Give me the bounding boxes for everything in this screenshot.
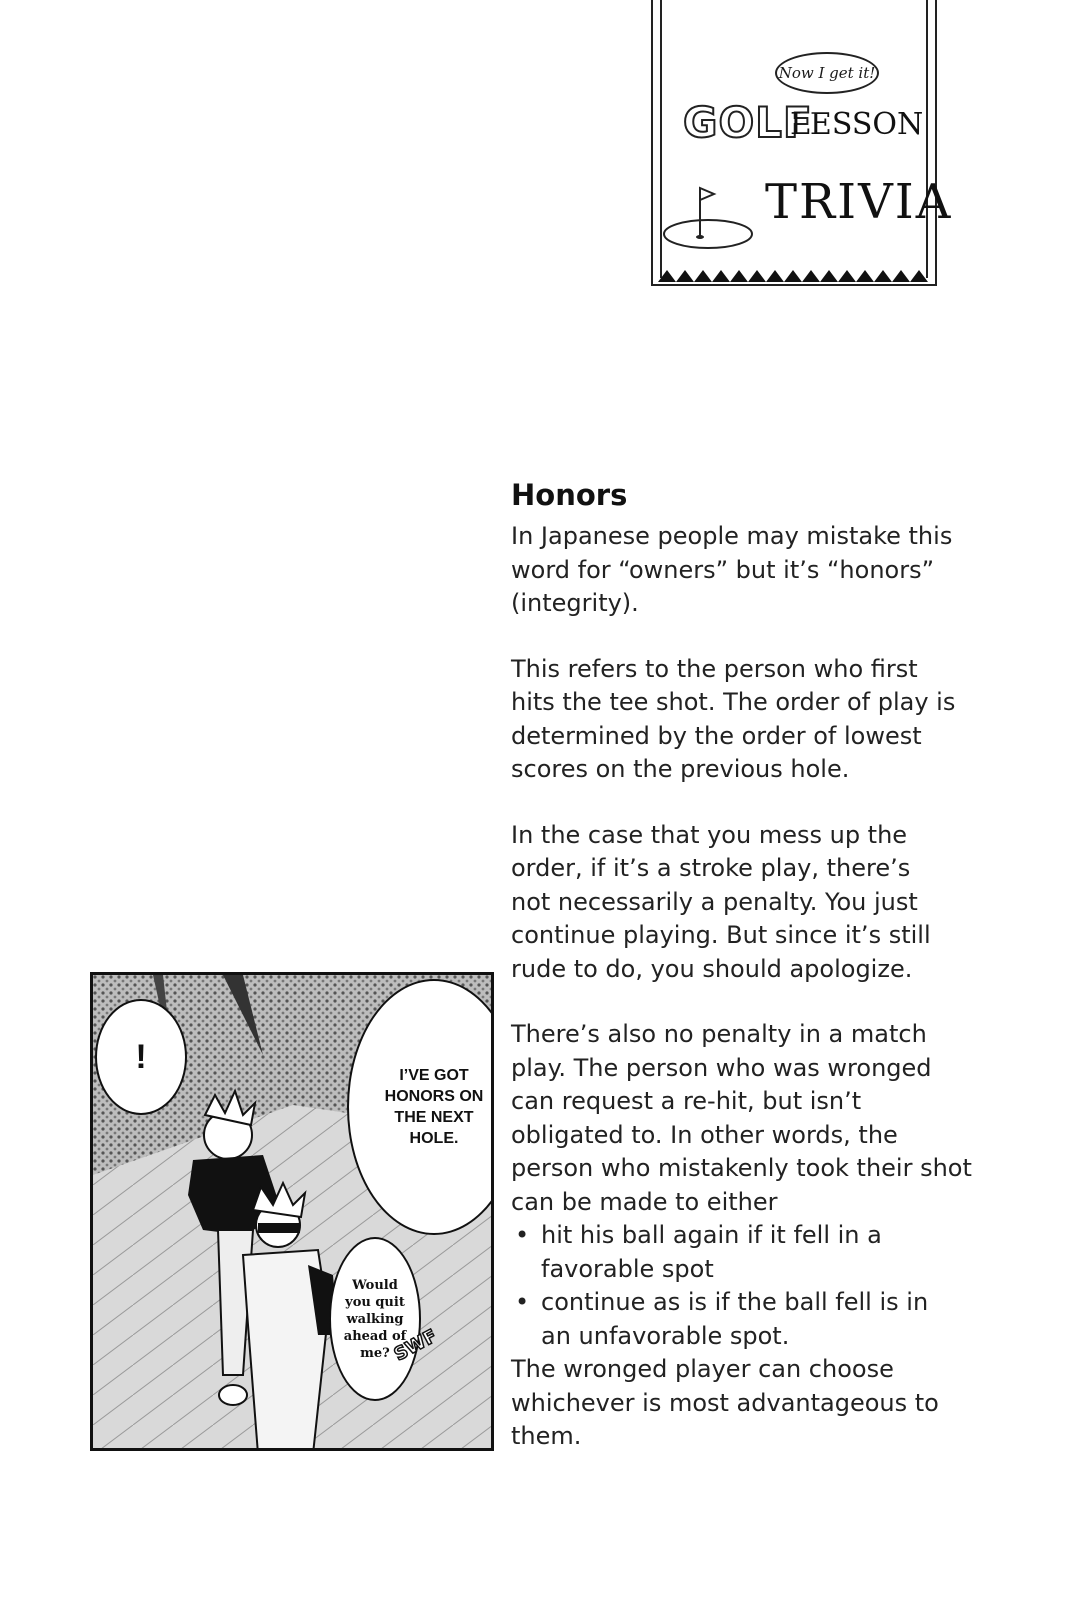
article-paragraph: There’s also no penalty in a match play. The person who was wronged can request a re-hit, but isn’t obligated to. In other words, the person who mistakenly took their shot can be made to either xyxy=(511,1020,972,1216)
sound-effect-swf: SWF xyxy=(390,1325,441,1366)
title-trivia: TRIVIA xyxy=(765,174,953,230)
title-lesson: LESSON xyxy=(790,107,924,142)
bullet-item: • continue as is if the ball fell is in an unfavorable spot. xyxy=(511,1286,1011,1353)
article-paragraph: This refers to the person who first hits the tee shot. The order of play is determined by the order of lowest scores on the previous hole. xyxy=(511,654,956,783)
zigzag-border xyxy=(658,262,930,282)
speech-bubble-honors: I’VE GOT HONORS ON THE NEXT HOLE. xyxy=(347,979,494,1235)
article-bullet-list xyxy=(511,1219,1011,1353)
speech-bubble-quit: Would you quit walking ahead of me? xyxy=(329,1237,421,1401)
article-paragraph: In Japanese people may mistake this word for “owners” but it’s “honors” (integrity). xyxy=(511,522,953,617)
title-golf: GOLF xyxy=(683,98,813,147)
golf-flag-icon xyxy=(660,182,760,252)
now-i-get-it-bubble: Now I get it! xyxy=(775,52,879,94)
bullet-item: • hit his ball again if it fell in a favorable spot xyxy=(511,1219,1011,1286)
article-heading: Honors xyxy=(511,478,628,512)
article-paragraph: In the case that you mess up the order, if it’s a stroke play, there’s not necessarily a penalty. You just continue playing. But since it’s still rude to do, you should apologize. xyxy=(511,820,931,983)
article-closing: The wronged player can choose whichever is most advantageous to them. xyxy=(511,1355,939,1450)
speech-bubble-exclaim: ! xyxy=(95,999,187,1115)
honors-article xyxy=(511,476,1011,1454)
manga-panel xyxy=(90,972,494,1451)
